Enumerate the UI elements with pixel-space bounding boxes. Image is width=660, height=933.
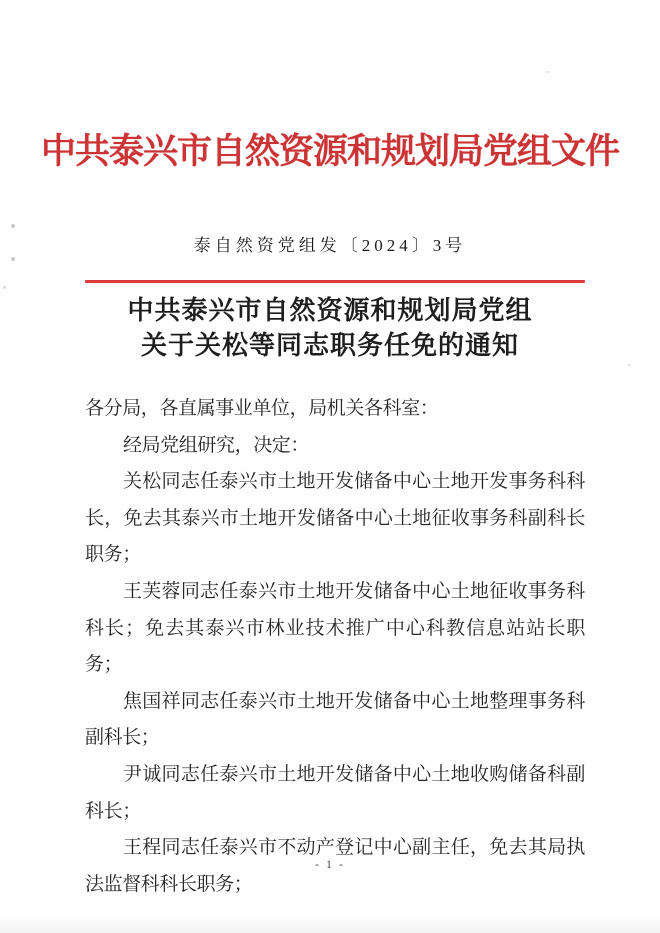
body-paragraph: 经局党组研究，决定： bbox=[123, 434, 310, 456]
document-title-line-2: 关于关松等同志职务任免的通知 bbox=[140, 330, 519, 360]
page-number: - 1 - bbox=[315, 857, 345, 871]
scan-speck bbox=[546, 71, 549, 73]
scan-speck bbox=[11, 257, 15, 261]
body-paragraph: 王程同志任泰兴市不动产登记中心副主任，免去其局执法监督科科长职务； bbox=[85, 837, 585, 895]
body-paragraph: 关松同志任泰兴市土地开发储备中心土地开发事务科科长，免去其泰兴市土地开发储备中心土地征收事务科副科长职务； bbox=[85, 471, 585, 566]
document-body bbox=[85, 391, 585, 903]
scan-speck bbox=[3, 286, 6, 289]
document-number: 泰自然资党组发〔2024〕3号 bbox=[193, 236, 467, 255]
salutation-line: 各分局，各直属事业单位，局机关各科室： bbox=[85, 398, 439, 419]
body-paragraph: 焦国祥同志任泰兴市土地开发储备中心土地整理事务科副科长； bbox=[85, 690, 585, 749]
body-paragraph: 王芙蓉同志任泰兴市土地开发储备中心土地征收事务科科长；免去其泰兴市林业技术推广中心科教信息站站长职务； bbox=[85, 580, 585, 676]
document-red-header-title: 中共泰兴市自然资源和规划局党组文件 bbox=[40, 132, 619, 171]
document-title-line-1: 中共泰兴市自然资源和规划局党组 bbox=[127, 295, 533, 325]
red-divider-rule bbox=[85, 280, 585, 283]
scan-speck bbox=[628, 364, 631, 366]
body-paragraph: 尹诚同志任泰兴市土地开发储备中心土地收购储备科副科长； bbox=[85, 763, 585, 822]
document-title bbox=[0, 293, 660, 363]
scan-speck bbox=[11, 224, 15, 228]
